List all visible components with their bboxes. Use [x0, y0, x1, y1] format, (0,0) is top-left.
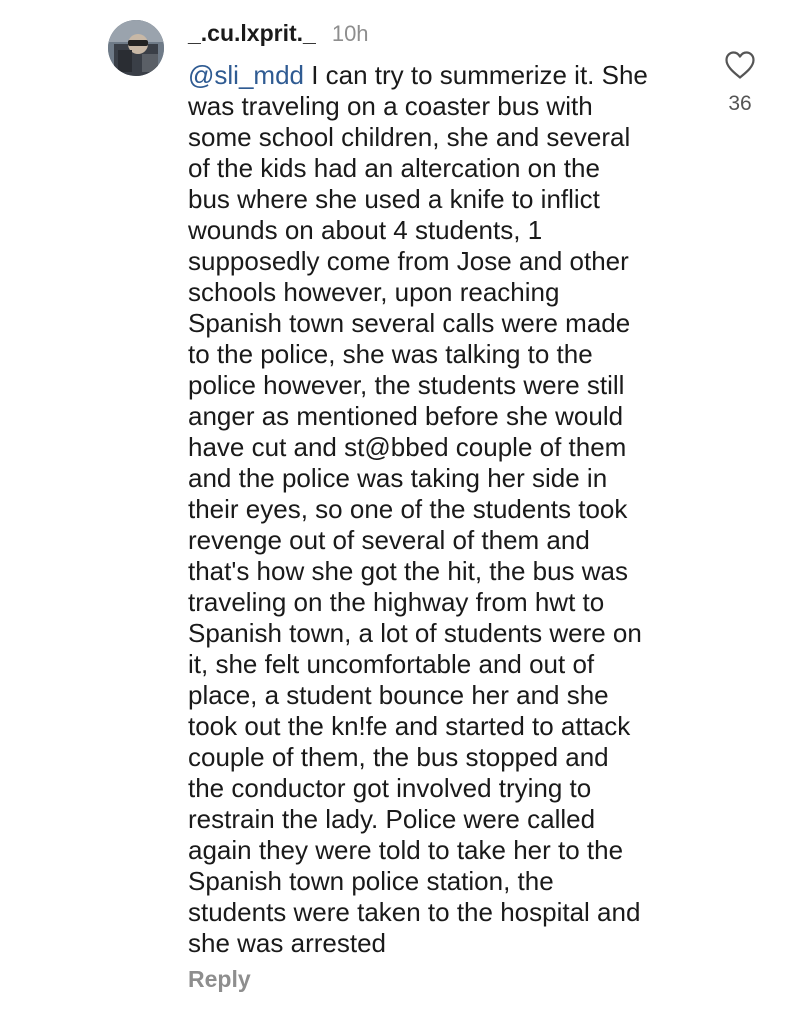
comment-line: their eyes, so one of the students took [188, 494, 628, 524]
heart-outline-icon[interactable] [724, 50, 756, 80]
comment-line: bus where she used a knife to inflict [188, 184, 600, 214]
comment-line: anger as mentioned before she would [188, 401, 624, 431]
comment-line: revenge out of several of them and [188, 525, 590, 555]
comment-line: students were taken to the hospital and [188, 897, 641, 927]
comment-text [188, 60, 698, 959]
comment-line: supposedly come from Jose and other [188, 246, 629, 276]
comment-line: have cut and st@bbed couple of them [188, 432, 627, 462]
comment-line: she was arrested [188, 928, 386, 958]
comment-line: schools however, upon reaching [188, 277, 560, 307]
comment-line: that's how she got the hit, the bus was [188, 556, 629, 586]
mention-link[interactable]: @sli_mdd [188, 60, 304, 90]
comment-line: again they were told to take her to the [188, 835, 624, 865]
comment-line: police however, the students were still [188, 370, 625, 400]
comment-line: the conductor got involved trying to [188, 773, 592, 803]
comment-line: Spanish town, a lot of students were on [188, 618, 642, 648]
comment-line: took out the kn!fe and started to attack [188, 711, 631, 741]
comment-header [188, 20, 369, 50]
comment-line: to the police, she was talking to the [188, 339, 593, 369]
comment-line: traveling on the highway from hwt to [188, 587, 605, 617]
comment-line: of the kids had an altercation on the [188, 153, 600, 183]
comment-line: it, she felt uncomfortable and out of [188, 649, 595, 679]
comment-line: restrain the lady. Police were called [188, 804, 596, 834]
comment-line: couple of them, the bus stopped and [188, 742, 609, 772]
comment-line [188, 60, 698, 91]
reply-button[interactable]: Reply [188, 966, 251, 992]
like-count: 36 [728, 92, 752, 115]
timestamp: 10h [331, 21, 369, 46]
comment-line: place, a student bounce her and she [188, 680, 609, 710]
comment-line: and the police was taking her side in [188, 463, 608, 493]
comment-line-text: I can try to summerize it. She [303, 60, 648, 90]
comment-line: wounds on about 4 students, 1 [188, 215, 543, 245]
username[interactable]: _.cu.lxprit._ [188, 20, 316, 46]
like-group [716, 50, 764, 116]
comment-line: Spanish town several calls were made [188, 308, 631, 338]
comment-line: was traveling on a coaster bus with [188, 91, 593, 121]
comment-line: Spanish town police station, the [188, 866, 554, 896]
avatar[interactable] [108, 20, 164, 76]
comment-line: some school children, she and several [188, 122, 631, 152]
avatar-image [108, 20, 164, 76]
